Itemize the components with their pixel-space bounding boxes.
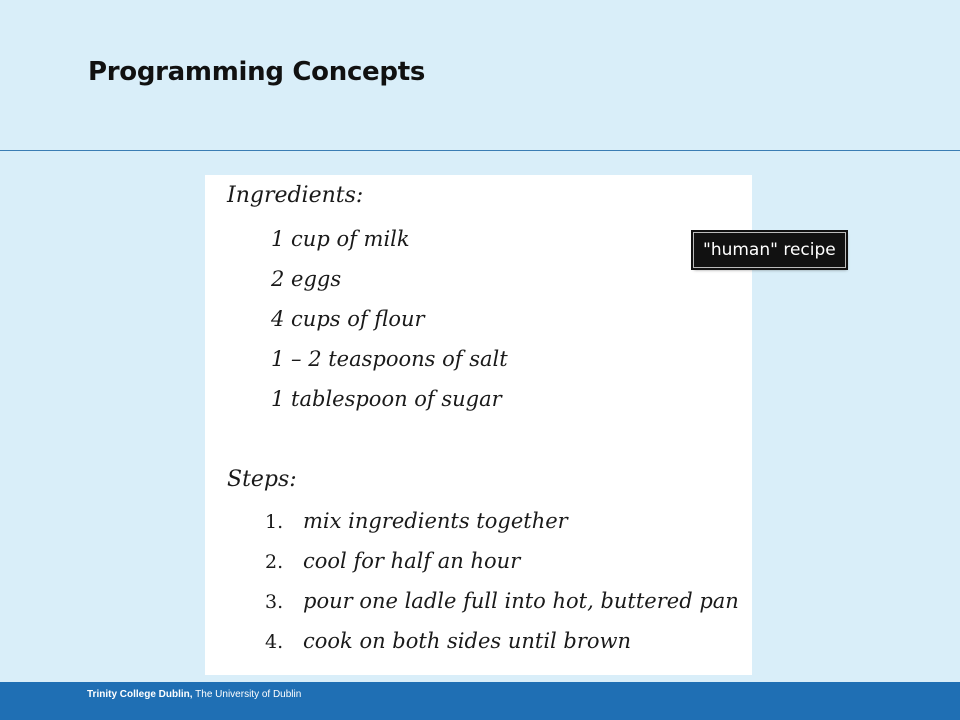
recipe-image (205, 175, 752, 675)
slide-footer (0, 682, 960, 720)
step-item (265, 507, 739, 547)
step-text: mix ingredients together (303, 509, 568, 533)
step-number: 2. (265, 551, 284, 573)
step-text: pour one ladle full into hot, buttered pan (303, 589, 739, 613)
ingredient-item: 2 eggs (271, 267, 342, 291)
step-text: cool for half an hour (303, 549, 521, 573)
ingredient-item: 1 – 2 teaspoons of salt (271, 347, 508, 371)
footer-subtitle: The University of Dublin (192, 689, 302, 700)
step-number: 3. (265, 591, 284, 613)
ingredient-item: 1 cup of milk (271, 227, 410, 251)
step-text: cook on both sides until brown (303, 629, 632, 653)
steps-heading: Steps: (227, 467, 297, 492)
step-list (265, 507, 739, 667)
footer-text (87, 689, 301, 700)
step-number: 1. (265, 511, 284, 533)
ingredient-item: 1 tablespoon of sugar (271, 387, 502, 411)
step-item (265, 627, 739, 667)
human-recipe-callout: "human" recipe (693, 232, 846, 268)
step-item (265, 547, 739, 587)
slide-title: Programming Concepts (88, 57, 426, 87)
slide-header (0, 0, 960, 151)
ingredients-heading: Ingredients: (227, 183, 364, 208)
ingredient-list (271, 225, 508, 425)
step-number: 4. (265, 631, 284, 653)
footer-organization: Trinity College Dublin, (87, 689, 193, 700)
ingredient-item: 4 cups of flour (271, 307, 425, 331)
step-item (265, 587, 739, 627)
